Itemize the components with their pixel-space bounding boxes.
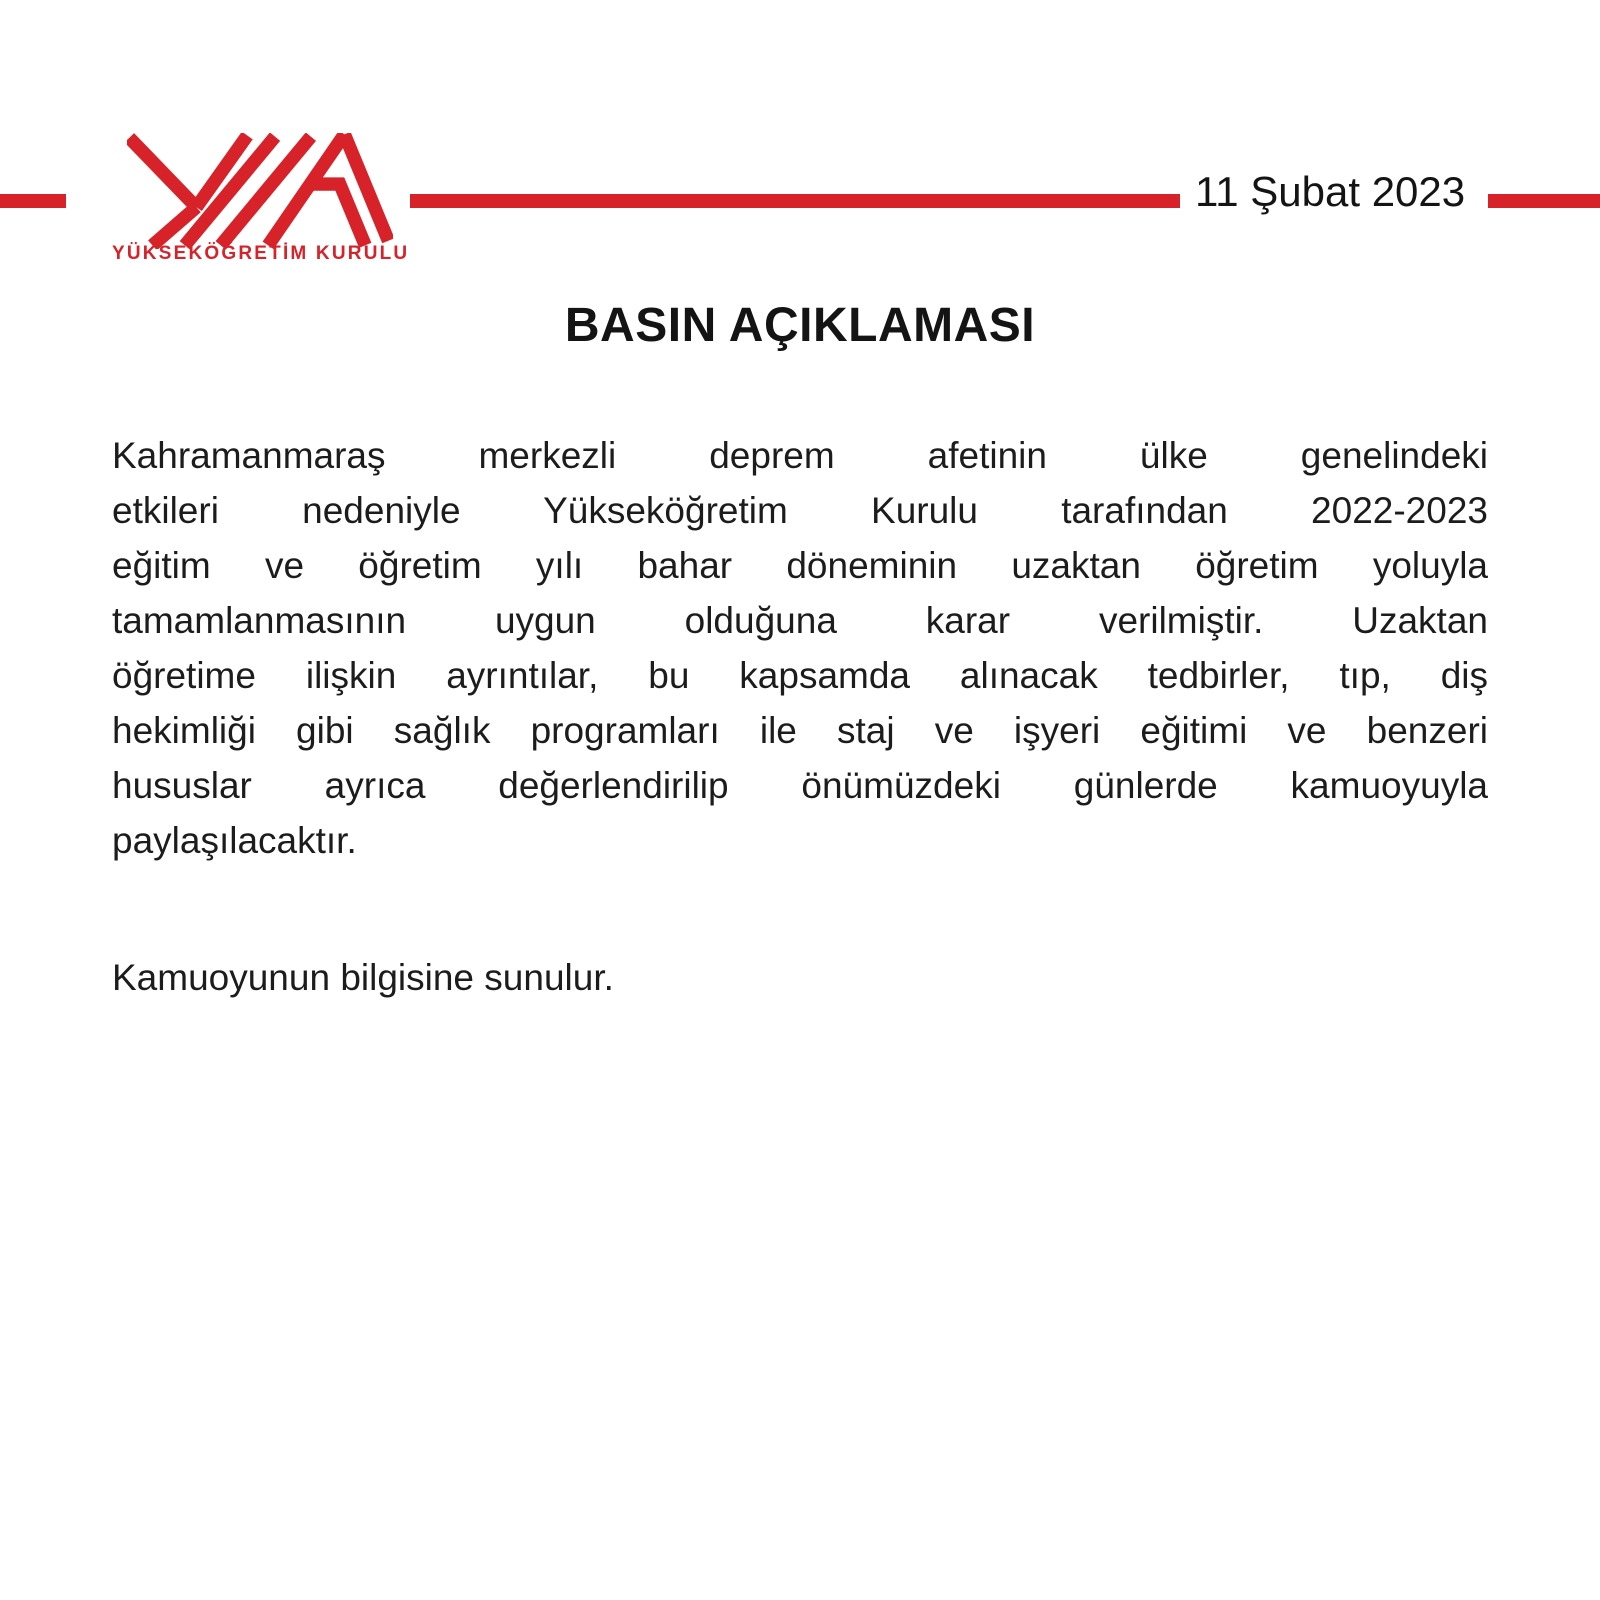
yok-logo-icon (127, 133, 393, 249)
yok-motif-icon (0, 0, 180, 62)
yok-motif-icon (696, 0, 906, 62)
logo-caption: YÜKSEKÖĞRETİM KURULU (112, 243, 410, 264)
body-line: Kahramanmaraş merkezli deprem afetinin ülke genelindeki (112, 435, 1488, 476)
yok-motif-icon (1422, 0, 1600, 62)
closing-line: Kamuoyunun bilgisine sunulur. (112, 957, 614, 998)
header-rule-line (410, 194, 1180, 208)
body-line: öğretime ilişkin ayrıntılar, bu kapsamda alınacak tedbirler, tıp, diş (112, 655, 1488, 696)
body-line: hususlar ayrıca değerlendirilip önümüzdeki günlerde kamuoyuyla (112, 765, 1488, 806)
yok-motif-icon (1030, 1555, 1280, 1600)
body-text (112, 428, 1488, 1005)
bottom-decorative-pattern (0, 1555, 1600, 1600)
date-text: 11 Şubat 2023 (1195, 168, 1466, 215)
body-line: etkileri nedeniyle Yükseköğretim Kurulu tarafından 2022-2023 (112, 490, 1488, 531)
body-line: eğitim ve öğretim yılı bahar döneminin uzaktan öğretim yoluyla (112, 545, 1488, 586)
yok-motif-icon (664, 1555, 914, 1600)
yok-logo (112, 133, 408, 265)
body-line: paylaşılacaktır. (112, 820, 357, 861)
header-right-dash (1488, 194, 1600, 208)
yok-motif-icon (1059, 0, 1269, 62)
page-title: BASIN AÇIKLAMASI (564, 299, 1036, 352)
yok-motif-icon (0, 1555, 182, 1600)
yok-motif-icon (298, 1555, 548, 1600)
body-line: tamamlanmasının uygun olduğuna karar verilmiştir. Uzaktan (112, 600, 1488, 641)
top-decorative-pattern (0, 0, 1600, 62)
yok-motif-icon (333, 0, 543, 62)
yok-motif-icon (1396, 1555, 1600, 1600)
body-line: hekimliği gibi sağlık programları ile staj ve işyeri eğitimi ve benzeri (112, 710, 1488, 751)
header-left-dash (0, 194, 66, 208)
